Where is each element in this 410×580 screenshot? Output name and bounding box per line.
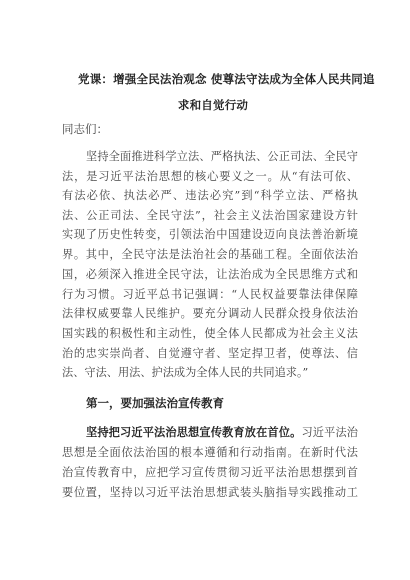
paragraph-line: 治的忠实崇尚者、自觉遵守者、坚定捍卫者，使尊法、信 xyxy=(62,347,358,360)
paragraph-line: 国实践的积极性和主动性，使全体人民都成为社会主义法 xyxy=(62,327,358,340)
paragraph-line: 界。其中，全民守法是法治社会的基础工程。全面依法治 xyxy=(62,248,358,261)
paragraph-line: 行为习惯。习近平总书记强调：“人民权益要靠法律保障 xyxy=(62,288,358,301)
paragraph-line: 要位置，坚持以习近平法治思想武装头脑指导实践推动工 xyxy=(62,486,358,499)
paragraph-line: 有法必依、执法必严、违法必究”到“科学立法、严格执 xyxy=(62,189,358,202)
section-heading: 第一，要加强法治宣传教育 xyxy=(86,396,224,410)
paragraph-line: 治宣传教育中，应把学习宣传贯彻习近平法治思想摆到首 xyxy=(62,466,358,479)
paragraph-line: 法，是习近平法治思想的核心要义之一。从“有法可依、 xyxy=(62,170,358,183)
document-title xyxy=(78,66,375,118)
title-line-2: 求和自觉行动 xyxy=(177,98,249,112)
paragraph-line: 法、守法、用法、护法成为全体人民的共同追求。” xyxy=(62,366,309,379)
salutation: 同志们： xyxy=(62,122,108,136)
section-lead-rest: 习近平法治 xyxy=(301,426,358,439)
title-line-1: 党课：增强全民法治观念 使尊法守法成为全体人民共同追 xyxy=(78,72,375,86)
paragraph-line: 法律权威要靠人民维护。要充分调动人民群众投身依法治 xyxy=(62,307,358,320)
paragraph-line: 国，必须深入推进全民守法，让法治成为全民思维方式和 xyxy=(62,268,358,281)
section-lead-line xyxy=(86,426,358,440)
paragraph-line: 实现了历史性转变，引领法治中国建设迈向良法善治新境 xyxy=(62,228,358,241)
paragraph-line: 法、公正司法、全民守法”，社会主义法治国家建设方针 xyxy=(62,209,358,222)
paragraph-line: 思想是全面依法治国的根本遵循和行动指南。在新时代法 xyxy=(62,446,358,459)
paragraph-line: 坚持全面推进科学立法、严格执法、公正司法、全民守 xyxy=(86,150,358,163)
section-lead-bold: 坚持把习近平法治思想宣传教育放在首位。 xyxy=(86,426,302,439)
